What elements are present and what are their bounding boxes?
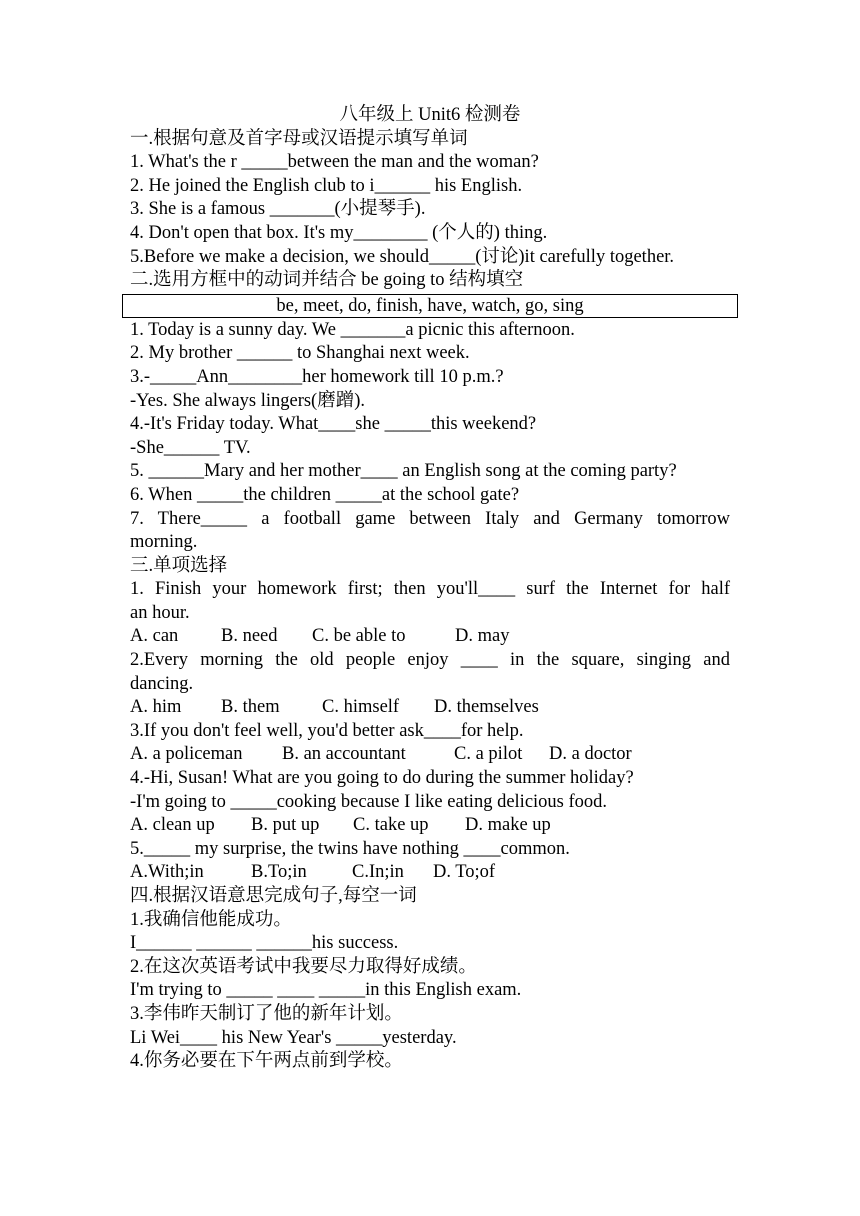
s4-item-1-cn: 1.我确信他能成功。 bbox=[130, 909, 292, 930]
option-a: A. clean up bbox=[130, 815, 215, 836]
option-a: A. a policeman bbox=[130, 744, 243, 765]
s4-item-1-en: I______ ______ ______his success. bbox=[130, 933, 399, 954]
option-b: B.To;in bbox=[251, 862, 307, 883]
s4-item-3-en: Li Wei____ his New Year's _____yesterday. bbox=[130, 1027, 457, 1048]
s2-item-7-line2: morning. bbox=[130, 532, 198, 553]
section-2-heading: 二.选用方框中的动词并结合 be going to 结构填空 bbox=[130, 270, 524, 291]
s1-item-1: 1. What's the r _____between the man and the woman? bbox=[130, 152, 539, 173]
s2-item-2: 2. My brother ______ to Shanghai next week. bbox=[130, 343, 470, 364]
s2-item-1: 1. Today is a sunny day. We _______a picnic this afternoon. bbox=[130, 319, 575, 340]
section-3-heading: 三.单项选择 bbox=[130, 555, 228, 576]
option-d: D. may bbox=[455, 626, 510, 647]
s1-item-2: 2. He joined the English club to i______ his English. bbox=[130, 175, 523, 196]
s3-q2-line2: dancing. bbox=[130, 673, 194, 694]
option-b: B. put up bbox=[251, 815, 320, 836]
s3-q4-line1: 4.-Hi, Susan! What are you going to do during the summer holiday? bbox=[130, 768, 634, 789]
word-box: be, meet, do, finish, have, watch, go, sing bbox=[122, 294, 738, 318]
s3-q1-line1: 1. Finish your homework first; then you'll____ surf the Internet for half bbox=[130, 579, 730, 600]
s2-item-7-line1: 7. There_____ a football game between Italy and Germany tomorrow bbox=[130, 508, 730, 529]
s2-item-5: 5. ______Mary and her mother____ an English song at the coming party? bbox=[130, 461, 677, 482]
s4-item-3-cn: 3.李伟昨天制订了他的新年计划。 bbox=[130, 1003, 403, 1024]
s3-q3-options bbox=[130, 743, 730, 767]
section-4-heading: 四.根据汉语意思完成句子,每空一词 bbox=[130, 886, 417, 906]
option-d: D. a doctor bbox=[549, 744, 632, 765]
option-c: C. a pilot bbox=[454, 744, 523, 765]
option-b: B. need bbox=[221, 626, 278, 647]
s3-q1-options bbox=[130, 625, 730, 649]
s4-item-2-cn: 2.在这次英语考试中我要尽力取得好成绩。 bbox=[130, 956, 477, 977]
s3-q4-options bbox=[130, 814, 730, 838]
option-b: B. them bbox=[221, 697, 280, 718]
s4-item-2-en: I'm trying to _____ ____ _____in this English exam. bbox=[130, 980, 522, 1001]
s3-q2-options bbox=[130, 696, 730, 720]
option-c: C. himself bbox=[322, 697, 400, 718]
s1-item-3: 3. She is a famous _______(小提琴手). bbox=[130, 199, 426, 220]
option-d: D. themselves bbox=[434, 697, 539, 718]
s1-item-4: 4. Don't open that box. It's my________ (个人的) thing. bbox=[130, 222, 548, 243]
s3-q1-line2: an hour. bbox=[130, 602, 190, 623]
s2-item-4: 4.-It's Friday today. What____she _____this weekend? bbox=[130, 414, 537, 435]
s3-q5-line1: 5._____ my surprise, the twins have nothing ____common. bbox=[130, 838, 570, 859]
option-d: D. make up bbox=[465, 815, 551, 836]
s2-item-6: 6. When _____the children _____at the school gate? bbox=[130, 484, 520, 505]
s4-item-4-cn: 4.你务必要在下午两点前到学校。 bbox=[130, 1051, 403, 1072]
page-title: 八年级上 Unit6 检测卷 bbox=[339, 105, 521, 125]
s2-item-3-answer: -Yes. She always lingers(磨蹭). bbox=[130, 390, 365, 411]
s3-q2-line1: 2.Every morning the old people enjoy ____ in the square, singing and bbox=[130, 650, 730, 671]
option-c: C.In;in bbox=[352, 862, 404, 883]
s3-q3-line1: 3.If you don't feel well, you'd better ask____for help. bbox=[130, 720, 524, 741]
s3-q5-options bbox=[130, 861, 730, 885]
option-d: D. To;of bbox=[433, 862, 496, 883]
option-c: C. take up bbox=[353, 815, 429, 836]
option-b: B. an accountant bbox=[282, 744, 406, 765]
s3-q4-line2: -I'm going to _____cooking because I like eating delicious food. bbox=[130, 791, 608, 812]
option-a: A.With;in bbox=[130, 862, 204, 883]
option-a: A. can bbox=[130, 626, 179, 647]
s1-item-5: 5.Before we make a decision, we should_____(讨论)it carefully together. bbox=[130, 246, 675, 267]
s2-item-3: 3.-_____Ann________her homework till 10 p.m.? bbox=[130, 366, 504, 387]
option-a: A. him bbox=[130, 697, 182, 718]
s2-item-4-answer: -She______ TV. bbox=[130, 437, 251, 458]
section-1-heading: 一.根据句意及首字母或汉语提示填写单词 bbox=[130, 128, 468, 149]
worksheet-content bbox=[130, 104, 730, 1074]
option-c: C. be able to bbox=[312, 626, 406, 647]
